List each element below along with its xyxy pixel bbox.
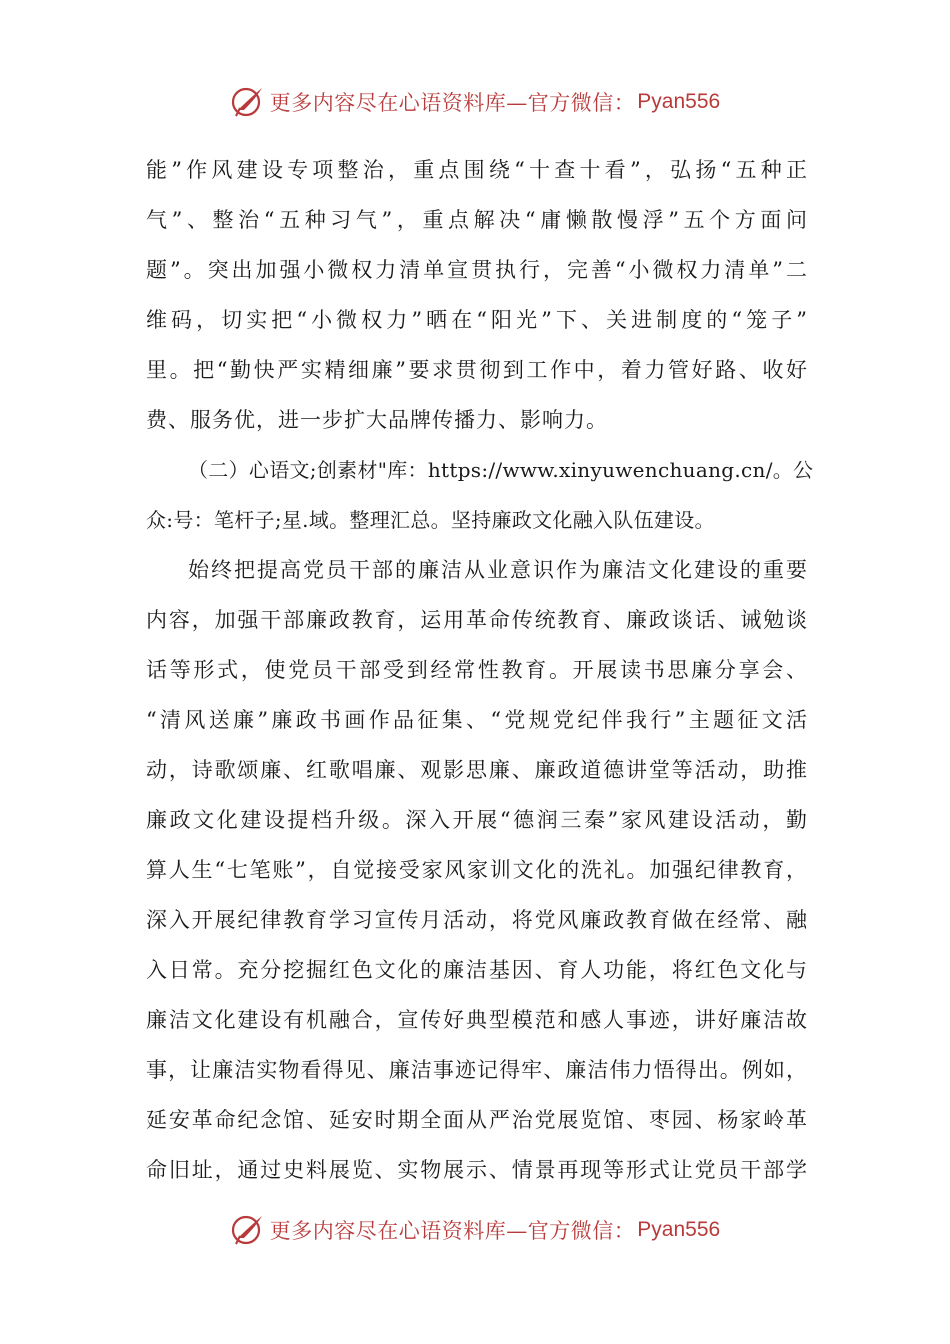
text-line: “清风送廉”廉政书画作品征集、“党规党纪伴我行”主题征文活 bbox=[146, 708, 808, 732]
text-line: 深入开展纪律教育学习宣传月活动，将党风廉政教育做在经常、融 bbox=[146, 908, 808, 932]
footer-banner-id: Pyan556 bbox=[637, 1218, 721, 1241]
text-line: 气”、整治“五种习气”，重点解决“庸懒散慢浮”五个方面问 bbox=[146, 208, 808, 232]
text-line: 算人生“七笔账”，自觉接受家风家训文化的洗礼。加强纪律教育， bbox=[146, 858, 808, 882]
text-line: 动，诗歌颂廉、红歌唱廉、观影思廉、廉政道德讲堂等活动，助推 bbox=[146, 758, 808, 782]
quill-logo-icon bbox=[230, 84, 266, 120]
text-line: 话等形式，使党员干部受到经常性教育。开展读书思廉分享会、 bbox=[146, 658, 808, 682]
text-line: 事，让廉洁实物看得见、廉洁事迹记得牢、廉洁伟力悟得出。例如， bbox=[146, 1058, 808, 1082]
header-banner-text: 更多内容尽在心语资料库—官方微信： bbox=[269, 91, 636, 115]
text-line: 内容，加强干部廉政教育，运用革命传统教育、廉政谈话、诫勉谈 bbox=[146, 608, 808, 632]
text-line: 命旧址，通过史料展览、实物展示、情景再现等形式让党员干部学 bbox=[146, 1158, 808, 1182]
text-line: 费、服务优，进一步扩大品牌传播力、影响力。 bbox=[146, 408, 608, 432]
text-line: 题”。突出加强小微权力清单宣贯执行，完善“小微权力清单”二 bbox=[146, 258, 808, 282]
text-line: 始终把提高党员干部的廉洁从业意识作为廉洁文化建设的重要 bbox=[188, 558, 808, 582]
footer-banner-text: 更多内容尽在心语资料库—官方微信： bbox=[269, 1219, 636, 1243]
text-line: 廉洁文化建设有机融合，宣传好典型模范和感人事迹，讲好廉洁故 bbox=[146, 1008, 808, 1032]
text-line: 能”作风建设专项整治，重点围绕“十查十看”，弘扬“五种正 bbox=[146, 158, 808, 182]
footer-banner bbox=[0, 1208, 950, 1252]
text-line: 里。把“勤快严实精细廉”要求贯彻到工作中，着力管好路、收好 bbox=[146, 358, 808, 382]
text-line: 入日常。充分挖掘红色文化的廉洁基因、育人功能，将红色文化与 bbox=[146, 958, 808, 982]
document-body bbox=[146, 145, 814, 1195]
header-banner bbox=[0, 80, 950, 124]
text-line: 延安革命纪念馆、延安时期全面从严治党展览馆、枣园、杨家岭革 bbox=[146, 1108, 808, 1132]
text-line: 廉政文化建设提档升级。深入开展“德润三秦”家风建设活动，勤 bbox=[146, 808, 808, 832]
text-line: 众:号：笔杆子;星.域。整理汇总。坚持廉政文化融入队伍建设。 bbox=[146, 508, 715, 532]
text-line: 维码，切实把“小微权力”晒在“阳光”下、关进制度的“笼子” bbox=[146, 308, 808, 332]
section-heading-line: （二）心语文;创素材"库：https://www.xinyuwenchuang.cn/。公 bbox=[188, 458, 814, 482]
header-banner-id: Pyan556 bbox=[637, 90, 721, 113]
quill-logo-icon bbox=[230, 1212, 266, 1248]
